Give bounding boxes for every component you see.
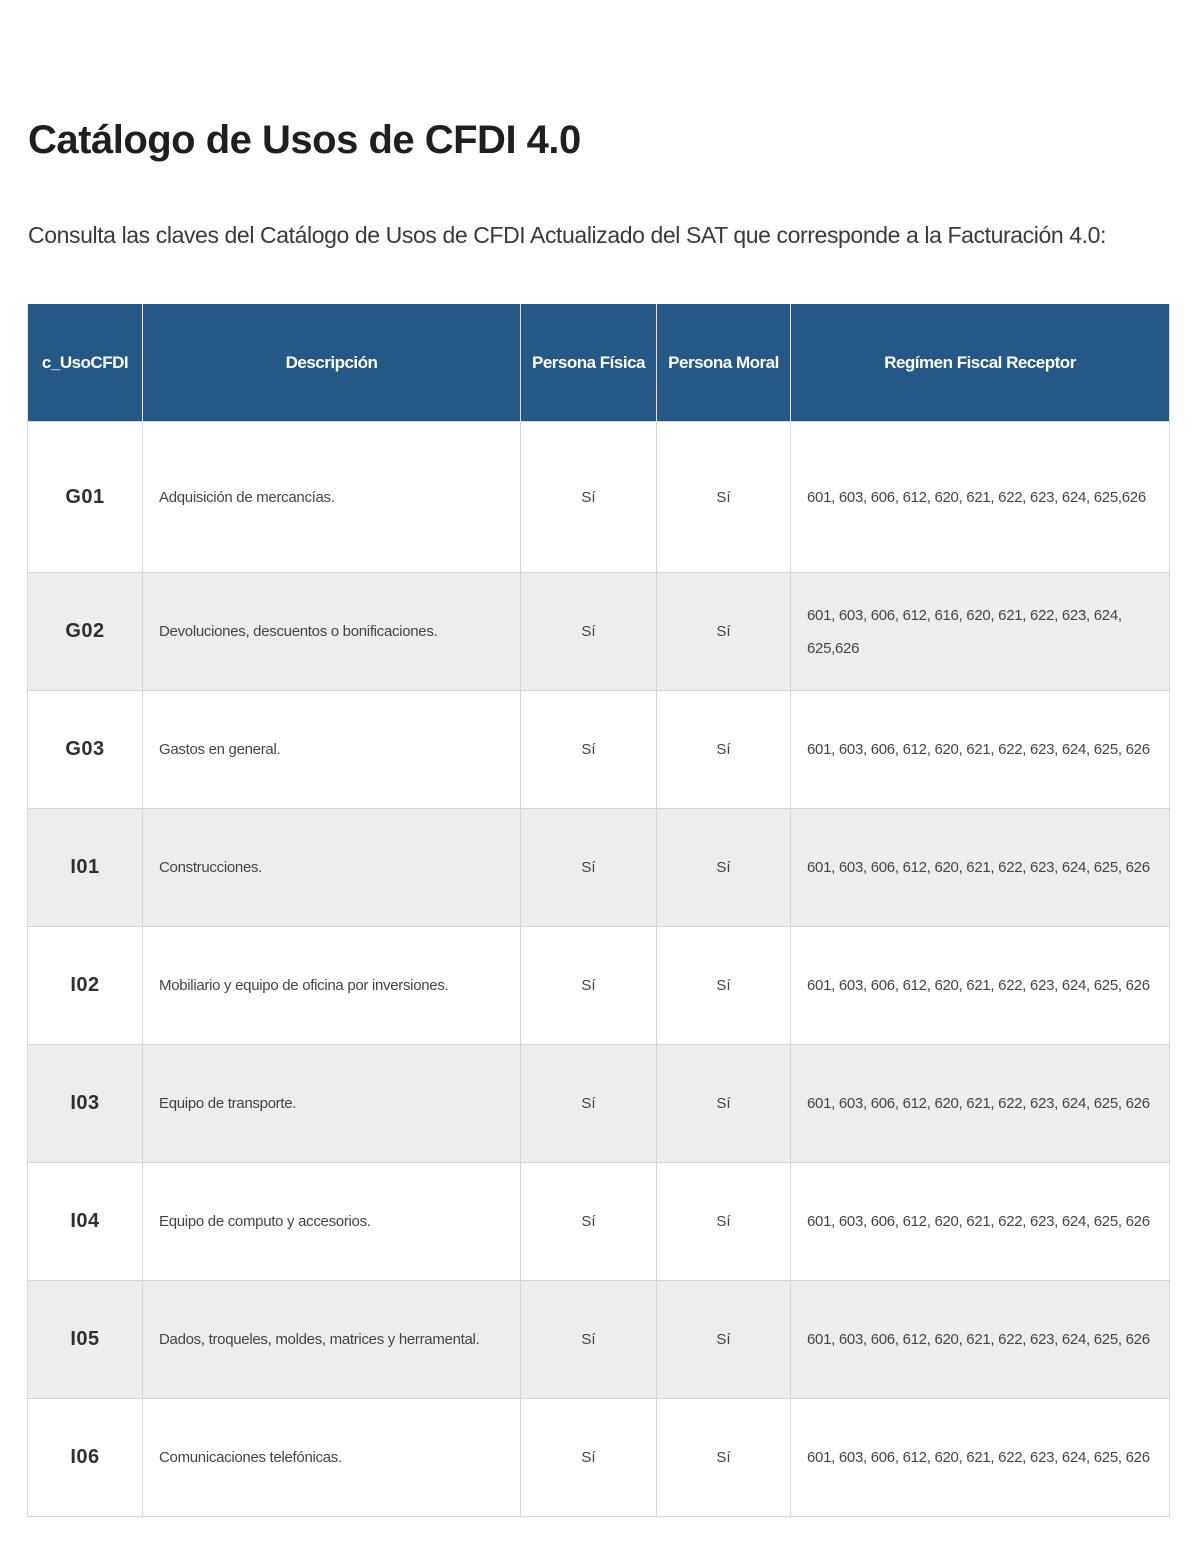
row-persona-fisica: Sí [521, 1163, 657, 1281]
table-row [28, 422, 1170, 573]
row-code: I01 [28, 809, 143, 927]
row-persona-fisica: Sí [521, 1399, 657, 1517]
row-persona-fisica: Sí [521, 691, 657, 809]
row-description: Comunicaciones telefónicas. [143, 1399, 521, 1517]
header-persona-fisica: Persona Física [521, 304, 657, 422]
row-persona-fisica: Sí [521, 1281, 657, 1399]
row-description: Equipo de computo y accesorios. [143, 1163, 521, 1281]
table-row [28, 1163, 1170, 1281]
row-code: I06 [28, 1399, 143, 1517]
row-persona-moral: Sí [657, 809, 791, 927]
row-regimen: 601, 603, 606, 612, 616, 620, 621, 622, 623, 624, 625,626 [791, 573, 1170, 691]
header-persona-moral: Persona Moral [657, 304, 791, 422]
row-persona-fisica: Sí [521, 422, 657, 573]
table-row [28, 1281, 1170, 1399]
row-description: Gastos en general. [143, 691, 521, 809]
usos-cfdi-table [27, 304, 1170, 1517]
row-code: I02 [28, 927, 143, 1045]
table-row [28, 1045, 1170, 1163]
row-persona-moral: Sí [657, 1399, 791, 1517]
row-description: Mobiliario y equipo de oficina por inversiones. [143, 927, 521, 1045]
table-row [28, 927, 1170, 1045]
row-description: Adquisición de mercancías. [143, 422, 521, 573]
row-regimen: 601, 603, 606, 612, 620, 621, 622, 623, 624, 625, 626 [791, 927, 1170, 1045]
row-regimen: 601, 603, 606, 612, 620, 621, 622, 623, 624, 625, 626 [791, 1163, 1170, 1281]
table-header-row [28, 304, 1170, 422]
table-row [28, 1399, 1170, 1517]
table-row [28, 691, 1170, 809]
row-persona-moral: Sí [657, 422, 791, 573]
row-persona-fisica: Sí [521, 1045, 657, 1163]
row-persona-moral: Sí [657, 927, 791, 1045]
row-persona-moral: Sí [657, 1045, 791, 1163]
row-code: G02 [28, 573, 143, 691]
header-description: Descripción [143, 304, 521, 422]
table-row [28, 573, 1170, 691]
row-code: G01 [28, 422, 143, 573]
row-regimen: 601, 603, 606, 612, 620, 621, 622, 623, 624, 625, 626 [791, 1045, 1170, 1163]
intro-text: Consulta las claves del Catálogo de Usos de CFDI Actualizado del SAT que corresponde a la Facturación 4.0: [28, 222, 1106, 248]
row-description: Dados, troqueles, moldes, matrices y herramental. [143, 1281, 521, 1399]
row-persona-fisica: Sí [521, 927, 657, 1045]
row-code: I04 [28, 1163, 143, 1281]
row-code: I03 [28, 1045, 143, 1163]
row-persona-fisica: Sí [521, 573, 657, 691]
row-persona-moral: Sí [657, 1163, 791, 1281]
row-description: Devoluciones, descuentos o bonificaciones. [143, 573, 521, 691]
row-persona-fisica: Sí [521, 809, 657, 927]
row-regimen: 601, 603, 606, 612, 620, 621, 622, 623, 624, 625, 626 [791, 691, 1170, 809]
header-code: c_UsoCFDI [28, 304, 143, 422]
table-row [28, 809, 1170, 927]
row-regimen: 601, 603, 606, 612, 620, 621, 622, 623, 624, 625, 626 [791, 1281, 1170, 1399]
row-persona-moral: Sí [657, 1281, 791, 1399]
row-description: Equipo de transporte. [143, 1045, 521, 1163]
row-persona-moral: Sí [657, 691, 791, 809]
row-regimen: 601, 603, 606, 612, 620, 621, 622, 623, 624, 625, 626 [791, 1399, 1170, 1517]
row-code: G03 [28, 691, 143, 809]
row-persona-moral: Sí [657, 573, 791, 691]
row-regimen: 601, 603, 606, 612, 620, 621, 622, 623, 624, 625, 626 [791, 809, 1170, 927]
page-title: Catálogo de Usos de CFDI 4.0 [28, 118, 581, 162]
row-description: Construcciones. [143, 809, 521, 927]
row-code: I05 [28, 1281, 143, 1399]
header-regimen-fiscal: Regímen Fiscal Receptor [791, 304, 1170, 422]
row-regimen: 601, 603, 606, 612, 620, 621, 622, 623, 624, 625,626 [791, 422, 1170, 573]
